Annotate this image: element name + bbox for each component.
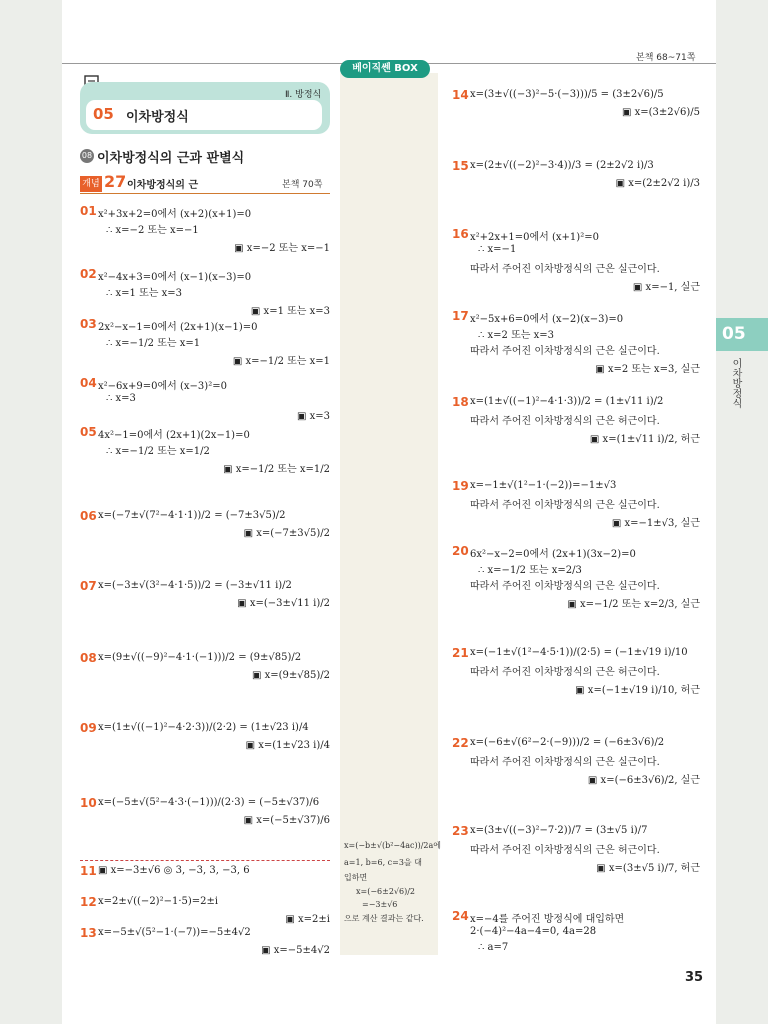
- answer-line: ▣ x=(1±√23 i)/4: [245, 740, 330, 751]
- answer-line: ▣ x=(−5±√37)/6: [243, 815, 330, 826]
- side-note-line: a=1, b=6, c=3을 대: [344, 858, 422, 867]
- solution-line: x²−4x+3=0에서 (x−1)(x−3)=0: [98, 272, 252, 283]
- solution-line: x=(1±√((−1)²−4·1·3))/2 = (1±√11 i)/2: [470, 396, 664, 407]
- answer-line: ▣ x=(−1±√19 i)/10, 허근: [575, 685, 700, 696]
- problem-number: 14: [452, 88, 469, 102]
- chapter-box-inner: [86, 100, 322, 130]
- concept-reference: 본책 70쪽: [282, 180, 323, 190]
- problem-number: 04: [80, 376, 97, 390]
- solution-line: x=(1±√((−1)²−4·2·3))/(2·2) = (1±√23 i)/4: [98, 722, 309, 733]
- problem-number: 19: [452, 479, 469, 493]
- solution-line: x=−1±√(1²−1·(−2))=−1±√3: [470, 480, 617, 491]
- solution-line: 따라서 주어진 이차방정식의 근은 허근이다.: [470, 416, 660, 427]
- solution-line: x=(3±√((−3)²−5·(−3)))/5 = (3±2√6)/5: [470, 89, 664, 100]
- problem-number: 01: [80, 204, 97, 218]
- solution-line: x=2±√((−2)²−1·5)=2±i: [98, 896, 219, 907]
- solution-line: 2·(−4)²−4a−4=0, 4a=28: [470, 926, 597, 937]
- side-note-line: 으로 계산 결과는 같다.: [344, 914, 424, 923]
- solution-line: x=−4를 주어진 방정식에 대입하면: [470, 914, 625, 925]
- solution-line: ∴ x=−1/2 또는 x=1: [106, 338, 201, 349]
- answer-line: ▣ x=2 또는 x=3, 실근: [595, 364, 700, 375]
- solution-line: ▣ x=−3±√6 ◎ 3, −3, 3, −3, 6: [98, 865, 250, 876]
- answer-line: ▣ x=1 또는 x=3: [250, 306, 330, 317]
- solution-line: ∴ x=−1: [478, 244, 517, 255]
- solution-line: 따라서 주어진 이차방정식의 근은 실근이다.: [470, 757, 660, 768]
- side-note-line: =−3±√6: [362, 900, 398, 909]
- answer-line: ▣ x=(1±√11 i)/2, 허근: [589, 434, 700, 445]
- answer-line: ▣ x=(−3±√11 i)/2: [237, 598, 330, 609]
- solution-line: 따라서 주어진 이차방정식의 근은 실근이다.: [470, 264, 660, 275]
- solution-line: ∴ x=−1/2 또는 x=2/3: [478, 565, 582, 576]
- answer-line: ▣ x=(3±√5 i)/7, 허근: [596, 863, 700, 874]
- section-title: 이차방정식의 근과 판별식: [97, 151, 245, 166]
- page-reference: 본책 68~71쪽: [636, 53, 696, 63]
- answer-line: ▣ x=−1/2 또는 x=1: [232, 356, 330, 367]
- solution-line: 따라서 주어진 이차방정식의 근은 허근이다.: [470, 667, 660, 678]
- answer-line: ▣ x=−5±4√2: [261, 945, 330, 956]
- answer-line: ▣ x=−2 또는 x=−1: [234, 243, 330, 254]
- problem-number: 17: [452, 309, 469, 323]
- answer-line: ▣ x=−1±√3, 실근: [611, 518, 700, 529]
- solution-line: ∴ x=2 또는 x=3: [478, 330, 554, 341]
- problem-number: 11: [80, 864, 97, 878]
- answer-line: ▣ x=2±i: [285, 914, 330, 925]
- solution-line: 4x²−1=0에서 (2x+1)(2x−1)=0: [98, 430, 250, 441]
- solution-line: x=(−7±√(7²−4·1·1))/2 = (−7±3√5)/2: [98, 510, 286, 521]
- problem-number: 09: [80, 721, 97, 735]
- solution-line: 2x²−x−1=0에서 (2x+1)(x−1)=0: [98, 322, 258, 333]
- chapter-title: 이차방정식: [126, 110, 189, 125]
- chapter-number: 05: [93, 105, 114, 123]
- problem-number: 21: [452, 646, 469, 660]
- answer-line: ▣ x=(−7±3√5)/2: [243, 528, 330, 539]
- basic-box-tag: 베이직쎈 BOX: [340, 60, 430, 78]
- answer-line: ▣ x=(−6±3√6)/2, 실근: [587, 775, 700, 786]
- side-note-line: x=(−b±√(b²−4ac))/2a에: [344, 841, 441, 850]
- solution-line: 따라서 주어진 이차방정식의 근은 허근이다.: [470, 845, 660, 856]
- side-chapter-label: 이차방정식: [730, 358, 741, 408]
- solution-line: ∴ x=−2 또는 x=−1: [106, 225, 199, 236]
- solution-line: ∴ x=3: [106, 393, 136, 404]
- answer-line: ▣ x=3: [296, 411, 330, 422]
- solution-line: 따라서 주어진 이차방정식의 근은 실근이다.: [470, 581, 660, 592]
- problem-number: 07: [80, 579, 97, 593]
- basic-box-column: [340, 73, 441, 955]
- concept-label: 개념: [80, 176, 102, 192]
- problem-number: 06: [80, 509, 97, 523]
- problem-number: 08: [80, 651, 97, 665]
- problem-number: 24: [452, 909, 469, 923]
- side-chapter-tab: 05: [716, 318, 768, 351]
- solution-line: x²+2x+1=0에서 (x+1)²=0: [470, 232, 599, 243]
- answer-line: ▣ x=(9±√85)/2: [251, 670, 330, 681]
- solution-line: ∴ x=1 또는 x=3: [106, 288, 182, 299]
- answer-line: ▣ x=−1/2 또는 x=1/2: [223, 464, 330, 475]
- answer-line: ▣ x=−1, 실근: [632, 282, 700, 293]
- answer-line: ▣ x=(2±2√2 i)/3: [615, 178, 700, 189]
- solution-line: 따라서 주어진 이차방정식의 근은 실근이다.: [470, 500, 660, 511]
- problem-number: 15: [452, 159, 469, 173]
- solution-line: ∴ x=−1/2 또는 x=1/2: [106, 446, 210, 457]
- problem-number: 20: [452, 544, 469, 558]
- side-note-line: x=(−6±2√6)/2: [356, 887, 416, 896]
- problem-number: 18: [452, 395, 469, 409]
- problem-number: 13: [80, 926, 97, 940]
- solution-line: x=(−3±√(3²−4·1·5))/2 = (−3±√11 i)/2: [98, 580, 292, 591]
- concept-number: 27: [104, 172, 127, 191]
- page-number: 35: [685, 970, 704, 985]
- solution-line: x=(−5±√(5²−4·3·(−1)))/(2·3) = (−5±√37)/6: [98, 797, 320, 808]
- solution-line: x=(−1±√(1²−4·5·1))/(2·5) = (−1±√19 i)/10: [470, 647, 688, 658]
- solution-line: x=(9±√((−9)²−4·1·(−1)))/2 = (9±√85)/2: [98, 652, 302, 663]
- chapter-part: Ⅱ. 방정식: [285, 90, 322, 100]
- answer-line: ▣ x=(3±2√6)/5: [621, 107, 700, 118]
- answer-line: ▣ x=−1/2 또는 x=2/3, 실근: [567, 599, 700, 610]
- side-note: [344, 840, 441, 924]
- solution-line: x²+3x+2=0에서 (x+2)(x+1)=0: [98, 209, 252, 220]
- concept-title: 이차방정식의 근: [127, 180, 199, 191]
- solution-line: x=(2±√((−2)²−3·4))/3 = (2±2√2 i)/3: [470, 160, 654, 171]
- section-badge: 08: [80, 149, 94, 163]
- solution-line: ∴ a=7: [478, 942, 509, 953]
- solution-line: x=(−6±√(6²−2·(−9)))/2 = (−6±3√6)/2: [470, 737, 665, 748]
- solution-line: x²−5x+6=0에서 (x−2)(x−3)=0: [470, 314, 624, 325]
- side-note-line: 입하면: [344, 873, 368, 882]
- problem-number: 10: [80, 796, 97, 810]
- problem-number: 03: [80, 317, 97, 331]
- solution-line: x=(3±√((−3)²−7·2))/7 = (3±√5 i)/7: [470, 825, 648, 836]
- problem-number: 23: [452, 824, 469, 838]
- problem-number: 16: [452, 227, 469, 241]
- problem-number: 05: [80, 425, 97, 439]
- problem-number: 22: [452, 736, 469, 750]
- problem-number: 02: [80, 267, 97, 281]
- problem-number: 12: [80, 895, 97, 909]
- divider: [80, 860, 330, 861]
- solution-line: 따라서 주어진 이차방정식의 근은 실근이다.: [470, 346, 660, 357]
- solution-line: x²−6x+9=0에서 (x−3)²=0: [98, 381, 227, 392]
- solution-line: 6x²−x−2=0에서 (2x+1)(3x−2)=0: [470, 549, 636, 560]
- solution-line: x=−5±√(5²−1·(−7))=−5±4√2: [98, 927, 251, 938]
